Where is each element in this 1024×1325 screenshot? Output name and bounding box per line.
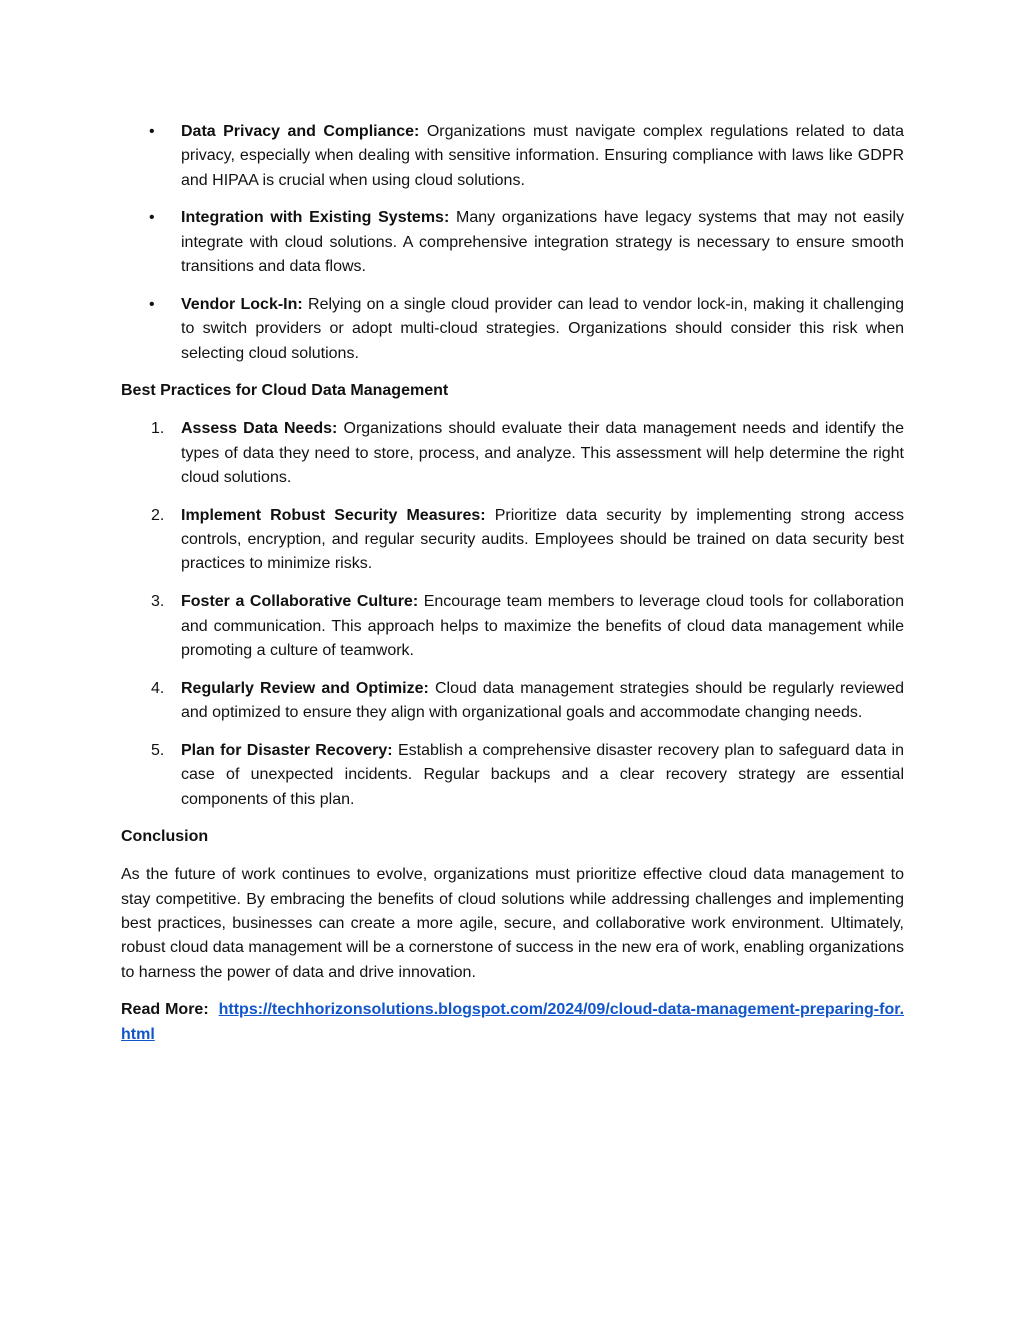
item-text: Cloud data management strategies should be regularly reviewed and optimized to ensure they align with organizational goals and accommodate changing needs. (181, 679, 905, 722)
list-item (121, 206, 904, 279)
item-term: Integration with Existing Systems: (181, 209, 450, 227)
list-item (121, 590, 904, 663)
read-more-label: Read More: (121, 1001, 209, 1019)
number-marker: 2. (151, 506, 165, 524)
challenges-list (121, 120, 904, 366)
item-text: Organizations must navigate complex regulations related to data privacy, especially when dealing with sensitive information. Ensuring compliance with laws like GDPR and HIPAA is crucial when using cloud solutions. (181, 123, 904, 189)
number-marker: 3. (151, 593, 165, 611)
best-practices-list (121, 417, 904, 812)
item-term: Regularly Review and Optimize: (181, 679, 429, 697)
item-term: Plan for Disaster Recovery: (181, 741, 393, 759)
item-term: Implement Robust Security Measures: (181, 506, 486, 524)
list-item (121, 504, 904, 577)
best-practices-heading: Best Practices for Cloud Data Management (121, 382, 449, 400)
number-marker: 1. (151, 420, 165, 438)
document-page (121, 120, 904, 1047)
item-term: Foster a Collaborative Culture: (181, 593, 419, 611)
item-text: Encourage team members to leverage cloud tools for collaboration and communication. This approach helps to maximize the benefits of cloud data management while promoting a culture of teamwork. (181, 593, 904, 659)
item-term: Vendor Lock-In: (181, 295, 303, 313)
item-text: Prioritize data security by implementing strong access controls, encryption, and regular security audits. Employees should be trained on data security best practices to minimize risks. (181, 506, 904, 573)
item-text: Relying on a single cloud provider can lead to vendor lock-in, making it challenging to switch providers or adopt multi-cloud strategies. Organizations should consider this risk when selecting cloud solutions. (181, 295, 904, 362)
list-item (121, 293, 904, 366)
list-item (121, 417, 904, 490)
bullet-marker: • (149, 123, 155, 140)
number-marker: 5. (151, 741, 165, 759)
read-more (121, 998, 904, 1047)
item-text: Many organizations have legacy systems that may not easily integrate with cloud solutions. A comprehensive integration strategy is necessary to ensure smooth transitions and data flows. (181, 209, 904, 276)
item-text: Establish a comprehensive disaster recovery plan to safeguard data in case of unexpected incidents. Regular backups and a clear recovery strategy are essential components of this plan. (181, 741, 905, 808)
list-item (121, 677, 904, 726)
item-text: Organizations should evaluate their data management needs and identify the types of data they need to store, process, and analyze. This assessment will help determine the right cloud solutions. (181, 420, 904, 486)
number-marker: 4. (151, 679, 165, 697)
list-item (121, 739, 904, 812)
bullet-marker: • (149, 209, 155, 227)
conclusion-heading: Conclusion (121, 828, 209, 846)
bullet-marker: • (149, 295, 155, 313)
conclusion-paragraph: As the future of work continues to evolve, organizations must prioritize effective cloud data management to stay competitive. By embracing the benefits of cloud solutions while addressing challenges and implementing best practices, businesses can create a more agile, secure, and collaborative work environment. Ultimately, robust cloud data management will be a cornerstone of success in the new era of work, enabling organizations to harness the power of data and drive innovation. (121, 866, 904, 981)
item-term: Data Privacy and Compliance: (181, 123, 420, 140)
read-more-link[interactable]: https://techhorizonsolutions.blogspot.com/2024/09/cloud-data-management-preparing-for.html (121, 1001, 905, 1043)
list-item (121, 120, 904, 193)
item-term: Assess Data Needs: (181, 420, 338, 438)
